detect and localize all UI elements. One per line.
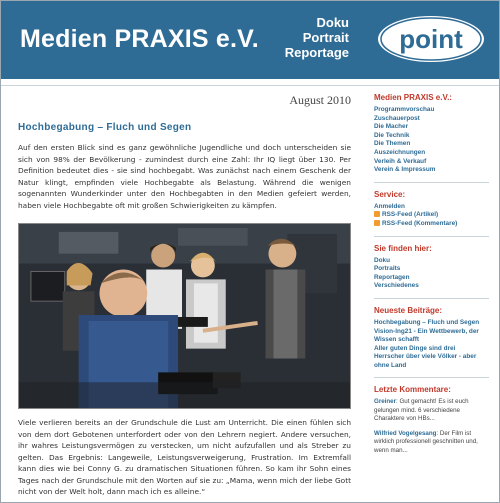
recent-post-link[interactable]: Aller guten Dinge sind drei <box>374 344 456 352</box>
nav-doku[interactable]: Doku <box>316 15 349 30</box>
nav-reportage[interactable]: Reportage <box>284 45 349 60</box>
recent-post-link[interactable]: Hochbegabung – Fluch und Segen <box>374 318 480 326</box>
finden-block <box>374 244 489 299</box>
service-heading: Service: <box>374 189 406 199</box>
comment-text[interactable]: : Der Film ist wirklich professionell geschnitten und, wenn man... <box>374 429 478 454</box>
link-doku[interactable]: Doku <box>374 256 390 264</box>
link-zuschauerpost[interactable]: Zuschauerpost <box>374 114 420 122</box>
recent-post-link[interactable]: Vision-lng21 - Ein Wettbewerb, der Wissen schafft <box>374 327 479 344</box>
neueste-heading: Neueste Beiträge: <box>374 305 443 315</box>
comment-text[interactable]: : Gut gemacht! Es ist euch gelungen mind. 6 verschiedene Charaktere von HBs... <box>374 398 469 423</box>
kommentare-heading: Letzte Kommentare: <box>374 385 451 395</box>
post-paragraph-1: Auf den ersten Blick sind es ganz gewöhnliche Jugendliche und doch unterscheiden sie sich von 98% der Bevölkerung - zumindest durch eine Zahl: Ihr IQ liegt über 130. Per Definition bedeutet dies - sie sind hochbegabt. Was zunächst nach einem Geschenk der Natur klingt, empfinden viele Hochbegabte als Belastung. Während die wenigen sogenannten Wunderkinder unter den Hochbegabten in den Medien gefeiert werden, haben viele Hochbegabte oft mit großen Schwierigkeiten zu kämpfen. <box>18 143 351 210</box>
comment-author[interactable]: Wilfried Vogelgesang <box>374 429 437 437</box>
medien-block <box>374 93 489 183</box>
post-photo <box>18 223 351 409</box>
service-block <box>374 190 489 237</box>
kommentare-block <box>374 385 489 454</box>
recent-post-link[interactable]: Herrscher über viele Völker - aber ohne Land <box>374 353 477 369</box>
comment-item <box>374 430 489 455</box>
link-anmelden[interactable]: Anmelden <box>374 202 405 210</box>
link-auszeichnungen[interactable]: Auszeichnungen <box>374 148 426 156</box>
link-verschiedenes[interactable]: Verschiedenes <box>374 282 419 290</box>
header-nav <box>285 15 349 60</box>
point-logo[interactable] <box>374 11 489 66</box>
link-die-technik[interactable]: Die Technik <box>374 131 410 139</box>
comment-item <box>374 398 489 423</box>
post-title[interactable]: Hochbegabung – Fluch und Segen <box>18 122 192 133</box>
post-date: August 2010 <box>289 93 351 107</box>
link-verein-impressum[interactable]: Verein & Impressum <box>374 166 436 174</box>
sidebar <box>374 93 489 461</box>
post-paragraph-2: Viele verlieren bereits an der Grundschule die Lust am Unterricht. Die einen fühlen sich von dem dort Gebotenen unterfordert oder von den Lehrern negiert. Andere versuchen, ihr wahres Leistungsvermögen zu verstecken, um nicht aufzufallen und als Streber zu gelten. Das Ergebnis: Langeweile, Leistungsverweigerung, Frustration. Im Extremfall kann dies wie bei Conny G. zu dramatischen Situationen führen. So kam ihr Sohn eines Tages nach der Grundschule mit den Worten auf sie zu: „Mama, wenn mich der liebe Gott nicht von der Welt holt, dann mach ich es alleine.“ <box>18 418 351 496</box>
link-verleih-verkauf[interactable]: Verleih & Verkauf <box>374 157 427 165</box>
medien-heading: Medien PRAXIS e.V.: <box>374 93 452 102</box>
site-header <box>1 1 499 79</box>
comment-author[interactable]: Greiner <box>374 398 397 406</box>
link-reportagen[interactable]: Reportagen <box>374 273 410 281</box>
rss-feed-icon <box>374 220 380 226</box>
link-die-themen[interactable]: Die Themen <box>374 140 411 148</box>
finden-heading: Sie finden hier: <box>374 243 432 253</box>
rss-comments-item[interactable] <box>374 220 489 229</box>
link-rss-kommentare[interactable]: RSS-Feed (Kommentare) <box>382 219 458 227</box>
neueste-block <box>374 306 489 379</box>
header-divider <box>1 79 499 86</box>
nav-portrait[interactable]: Portrait <box>302 30 349 45</box>
link-rss-artikel[interactable]: RSS-Feed (Artikel) <box>382 211 439 219</box>
rss-feed-icon <box>374 211 380 217</box>
logo-text: point <box>399 24 463 54</box>
site-title[interactable]: Medien PRAXIS e.V. <box>20 25 259 53</box>
link-die-macher[interactable]: Die Macher <box>374 123 409 131</box>
rss-articles-item[interactable] <box>374 211 489 220</box>
link-programmvorschau[interactable]: Programmvorschau <box>374 106 435 113</box>
link-portraits[interactable]: Portraits <box>374 265 401 273</box>
